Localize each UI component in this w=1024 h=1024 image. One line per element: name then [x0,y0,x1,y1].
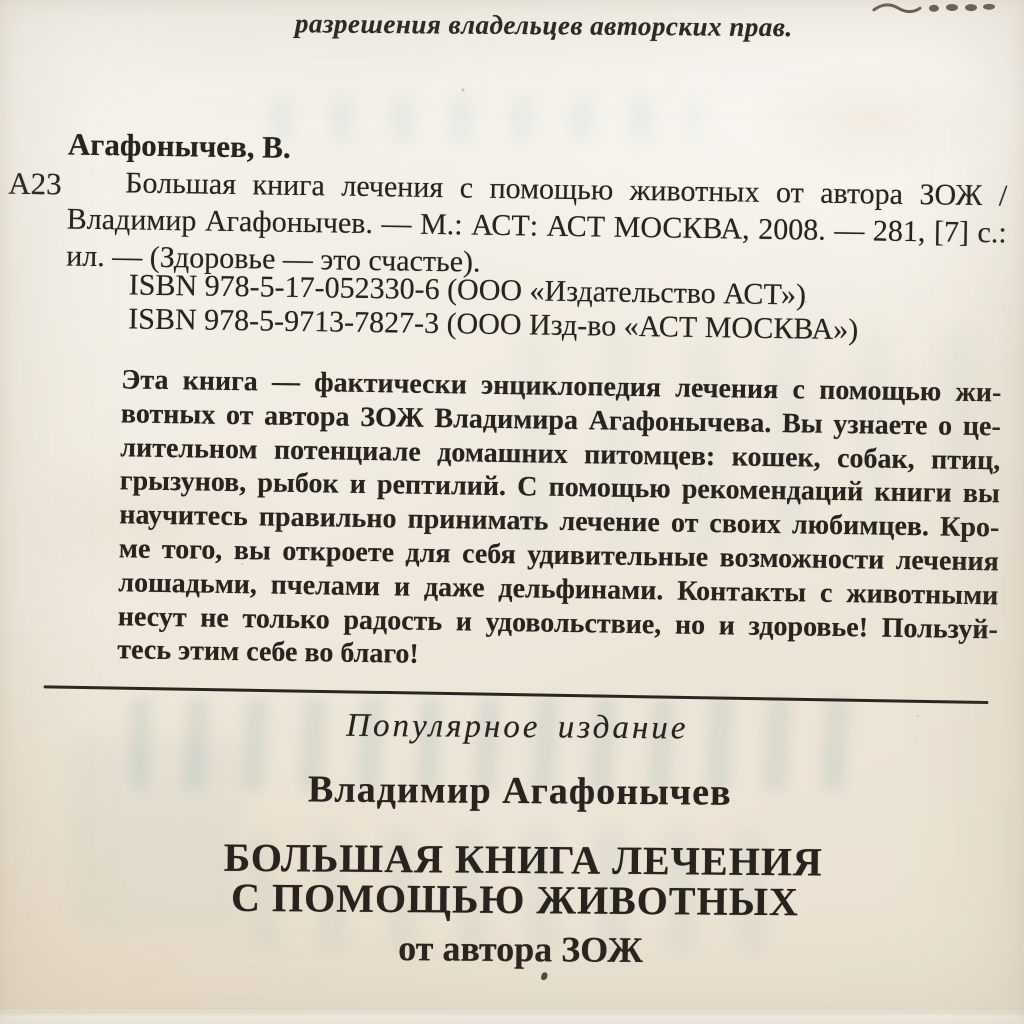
book-title-line3: от автора ЗОЖ [398,928,644,971]
catalog-index-code: А23 [8,165,62,202]
book-title-line2: С ПОМОЩЬЮ ЖИВОТНЫХ [230,874,800,925]
catalog-entry-line: Большая книга лечения с помощью животных от автора ЗОЖ / [125,166,1008,213]
catalog-entry-line: Владимир Агафонычев. — М.: АСТ: АСТ МОСКВА, 2008. — 281, [7] с.: [66,202,1007,250]
annotation-line: грызунов, рыбок и рептилий. С помощью рекомендаций книги вы [119,465,1001,510]
annotation-line: Эта книга — фактически энциклопедия лечения с помощью жи- [121,364,1002,409]
book-title-line1: БОЛЬШАЯ КНИГА ЛЕЧЕНИЯ [223,834,823,885]
annotation-line: лошадьми, пчелами и даже дельфинами. Контакты с животными [118,567,999,612]
copyright-notice-fragment: разрешения владельцев авторских прав. [294,8,793,43]
author-name: Владимир Агафонычев [307,768,732,814]
catalog-entry-line: ил. — (Здоровье — это счастье). [65,239,481,279]
annotation-paragraph [117,363,1001,680]
edition-type-label: Популярное издание [346,707,689,747]
annotation-line: лительном потенциале домашних питомцев: кошек, собак, птиц, [120,431,1001,476]
annotation-line: научитесь правильно принимать лечение от своих любимцев. Кро- [119,499,1000,544]
annotation-line: несут не только радость и удовольствие, но и здоровье! Пользуй- [117,600,999,645]
annotation-line: ме того, вы откроете для себя удивительные возможности лечения [118,533,1000,578]
catalog-author-heading: Агафонычев, В. [67,126,292,165]
annotation-line: тесь этим себе во благо! [117,634,419,671]
photo-bottom-edge [0,1010,1024,1024]
isbn-line: ISBN 978-5-17-052330-6 (ООО «Издательство АСТ») [128,268,807,312]
isbn-block [128,268,859,347]
annotation-line: вотных от автора ЗОЖ Владимира Агафонычева. Вы узнаете о це- [120,398,1002,443]
isbn-line: ISBN 978-5-9713-7827-3 (ООО Изд-во «АСТ МОСКВА») [128,302,859,347]
